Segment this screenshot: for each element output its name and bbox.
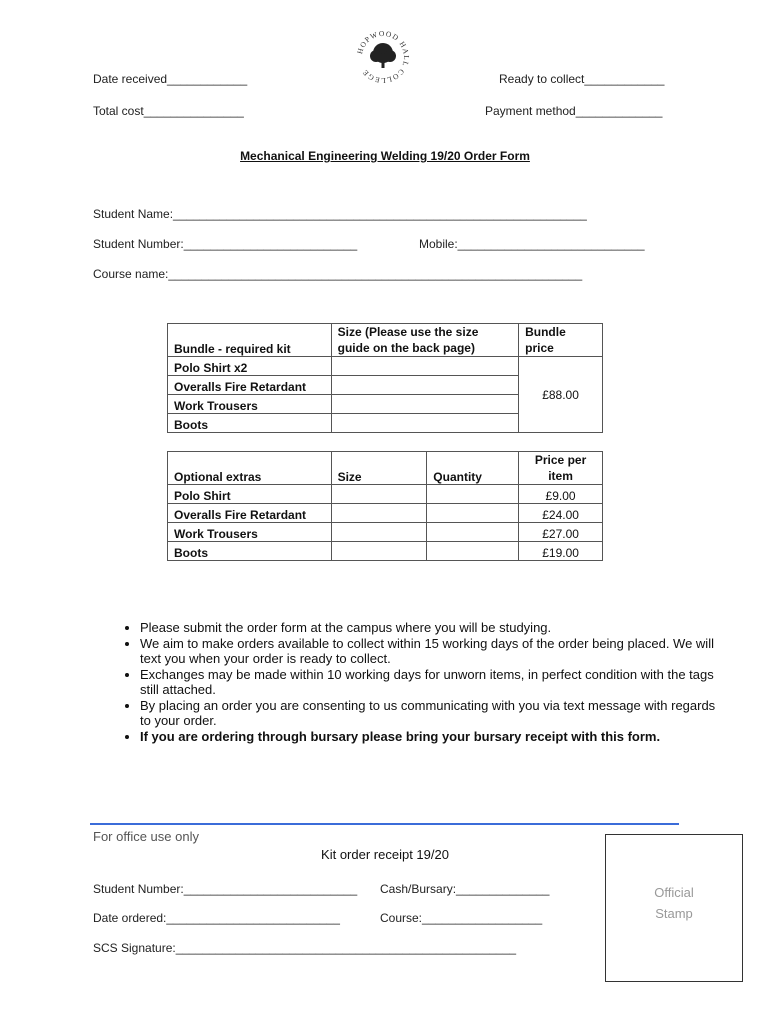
bundle-price: £88.00 <box>519 357 603 433</box>
table-row <box>168 485 603 504</box>
size-input-cell[interactable] <box>331 542 427 561</box>
price-cell: £24.00 <box>519 504 603 523</box>
table-row <box>168 523 603 542</box>
student-number-field[interactable]: Student Number:__________________________ <box>93 237 358 251</box>
bundle-table <box>167 323 603 433</box>
logo-text: HOPWOOD HALL COLLEGE <box>355 28 412 86</box>
item-cell: Polo Shirt x2 <box>168 357 332 376</box>
official-stamp-box <box>605 834 743 982</box>
student-name-field[interactable]: Student Name:______________________________________________________________ <box>93 207 587 221</box>
item-cell: Overalls Fire Retardant <box>168 376 332 395</box>
quantity-input-cell[interactable] <box>427 523 519 542</box>
receipt-title: Kit order receipt 19/20 <box>321 847 449 862</box>
scs-signature-field[interactable]: SCS Signature:___________________________________________________ <box>93 941 517 955</box>
total-cost-field[interactable]: Total cost_______________ <box>93 104 244 118</box>
list-item: • By placing an order you are consenting to us communicating with you via text message with regards to your order. <box>140 698 720 729</box>
header-cell: Optional extras <box>168 452 332 485</box>
mobile-field[interactable]: Mobile:____________________________ <box>419 237 645 251</box>
list-item: • We aim to make orders available to collect within 15 working days of the order being placed. We will text you when your order is ready to collect. <box>140 636 720 667</box>
ready-to-collect-field[interactable]: Ready to collect____________ <box>499 72 665 86</box>
payment-method-field[interactable]: Payment method_____________ <box>485 104 663 118</box>
header-cell: Quantity <box>427 452 519 485</box>
size-input-cell[interactable] <box>331 485 427 504</box>
list-item: • Please submit the order form at the campus where you will be studying. <box>140 620 720 636</box>
list-item: • Exchanges may be made within 10 working days for unworn items, in perfect condition with the tags still attached. <box>140 667 720 698</box>
stamp-label-line1: Official <box>654 885 694 900</box>
quantity-input-cell[interactable] <box>427 485 519 504</box>
item-cell: Boots <box>168 414 332 433</box>
office-use-label: For office use only <box>93 829 199 844</box>
quantity-input-cell[interactable] <box>427 542 519 561</box>
header-cell: Price per item <box>519 452 603 485</box>
size-input-cell[interactable] <box>331 523 427 542</box>
table-row <box>168 542 603 561</box>
header-cell: Bundle - required kit <box>168 324 332 357</box>
tree-icon <box>370 43 396 68</box>
price-cell: £27.00 <box>519 523 603 542</box>
date-received-field[interactable]: Date received____________ <box>93 72 248 86</box>
college-logo <box>352 26 414 88</box>
office-student-number-field[interactable]: Student Number:__________________________ <box>93 882 358 896</box>
stamp-label-line2: Stamp <box>655 906 693 921</box>
size-input-cell[interactable] <box>331 395 518 414</box>
header-cell: Bundle price <box>519 324 603 357</box>
header-cell: Size (Please use the size guide on the back page) <box>331 324 518 357</box>
item-cell: Work Trousers <box>168 395 332 414</box>
list-item: • If you are ordering through bursary please bring your bursary receipt with this form. <box>140 729 720 745</box>
size-input-cell[interactable] <box>331 376 518 395</box>
size-input-cell[interactable] <box>331 414 518 433</box>
item-cell: Overalls Fire Retardant <box>168 504 332 523</box>
size-input-cell[interactable] <box>331 357 518 376</box>
quantity-input-cell[interactable] <box>427 504 519 523</box>
table-row <box>168 504 603 523</box>
table-row <box>168 357 603 376</box>
divider <box>90 823 679 825</box>
item-cell: Polo Shirt <box>168 485 332 504</box>
extras-table <box>167 451 603 561</box>
price-cell: £19.00 <box>519 542 603 561</box>
table-header-row <box>168 452 603 485</box>
course-name-field[interactable]: Course name:______________________________________________________________ <box>93 267 583 281</box>
item-cell: Work Trousers <box>168 523 332 542</box>
date-ordered-field[interactable]: Date ordered:__________________________ <box>93 911 340 925</box>
size-input-cell[interactable] <box>331 504 427 523</box>
item-cell: Boots <box>168 542 332 561</box>
cash-bursary-field[interactable]: Cash/Bursary:______________ <box>380 882 550 896</box>
page-title: Mechanical Engineering Welding 19/20 Order Form <box>240 149 530 163</box>
price-cell: £9.00 <box>519 485 603 504</box>
office-course-field[interactable]: Course:__________________ <box>380 911 543 925</box>
header-cell: Size <box>331 452 427 485</box>
notes-list <box>116 620 720 744</box>
table-header-row <box>168 324 603 357</box>
